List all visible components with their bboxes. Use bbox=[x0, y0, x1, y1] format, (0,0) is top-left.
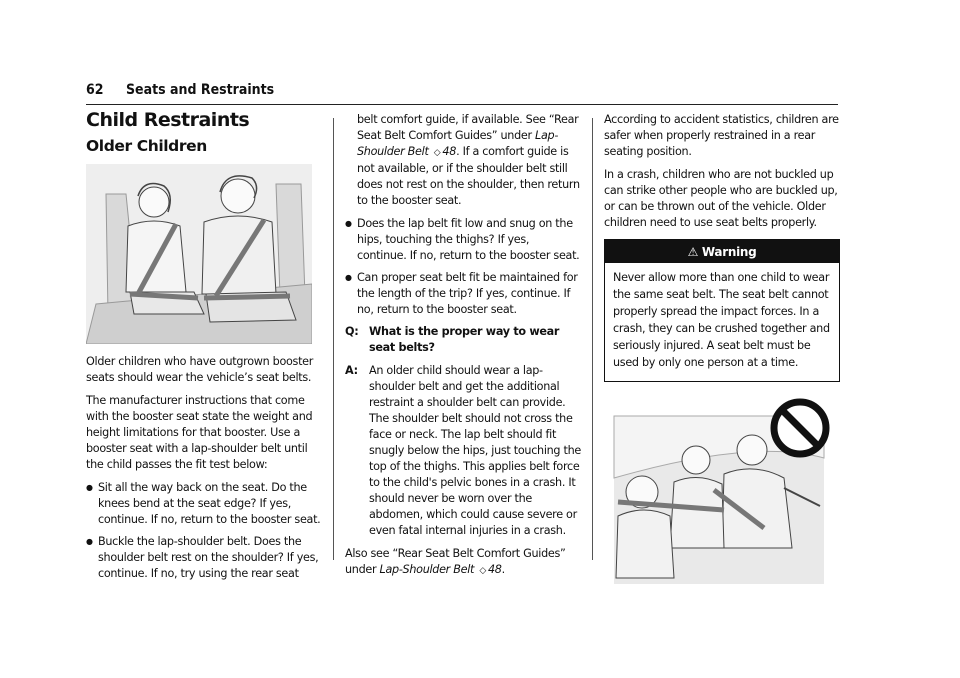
column-middle bbox=[345, 112, 581, 586]
column-left bbox=[86, 109, 322, 588]
page-number: 62 bbox=[86, 82, 104, 98]
page-reference-icon: ◇ bbox=[433, 148, 441, 158]
page-title: Child Restraints bbox=[86, 109, 250, 131]
paragraph: According to accident statistics, children are safer when properly restrained in a rear seating position. bbox=[604, 113, 839, 158]
warning-box bbox=[604, 239, 840, 382]
also-see-paragraph bbox=[345, 546, 581, 579]
paragraph-text: belt comfort guide, if available. See “Rear Seat Belt Comfort Guides” under bbox=[357, 113, 579, 142]
section-title: Seats and Restraints bbox=[125, 82, 275, 98]
warning-header bbox=[605, 240, 839, 263]
answer-label: A: bbox=[345, 364, 358, 377]
children-wearing-seat-belts-illustration bbox=[86, 164, 312, 344]
list-item: ● Can proper seat belt fit be maintained for the length of the trip? If yes, continue. If no, return to the booster seat. bbox=[345, 270, 581, 318]
list-item: ● Sit all the way back on the seat. Do the knees bend at the seat edge? If yes, continue. If no, return to the booster seat. bbox=[86, 480, 322, 528]
paragraph: The manufacturer instructions that come with the booster seat state the weight and height limitations for that booster. Use a booster seat with a lap-shoulder belt until the child passes the fit test below: bbox=[86, 394, 313, 471]
column-divider bbox=[333, 118, 334, 560]
column-divider bbox=[592, 118, 593, 560]
reference-page-number[interactable]: 48 bbox=[487, 563, 502, 576]
question-label: Q: bbox=[345, 325, 359, 338]
paragraph: In a crash, children who are not buckled up can strike other people who are buckled up, or can be thrown out of the vehicle. Older children need to use seat belts properly. bbox=[604, 168, 838, 229]
warning-triangle-icon: ⚠ bbox=[687, 245, 699, 259]
paragraph-text: . bbox=[501, 563, 505, 576]
warning-title: Warning bbox=[701, 245, 757, 259]
paragraph-text: . If a comfort guide is not available, or if the shoulder belt still does not rest on the shoulder, then return to the booster seat. bbox=[357, 145, 580, 207]
paragraph: Older children who have outgrown booster seats should wear the vehicle’s seat belts. bbox=[86, 355, 314, 384]
prohibition-sign-icon bbox=[774, 402, 826, 454]
answer bbox=[345, 363, 581, 539]
list-item: ● Does the lap belt fit low and snug on the hips, touching the thighs? If yes, continue. If no, return to the booster seat. bbox=[345, 216, 581, 264]
reference-page-number[interactable]: 48 bbox=[442, 145, 457, 158]
paragraph-text: Also see “Rear Seat Belt Comfort Guides” under bbox=[345, 547, 566, 576]
column-right bbox=[604, 112, 840, 589]
cross-reference-link[interactable]: Lap-Shoulder Belt bbox=[357, 129, 559, 158]
question bbox=[345, 324, 581, 356]
bullet-continuation bbox=[345, 112, 581, 209]
page-header bbox=[86, 82, 838, 105]
answer-text: An older child should wear a lap-shoulder belt and get the additional restraint a shoulder belt can provide. The shoulder belt should not cross the face or neck. The lap belt should fit snugly below the hips, just touching the top of the thighs. This applies belt force to the child's pelvic bones in a crash. It should never be worn over the abdomen, which could cause severe or even fatal internal injuries in a crash. bbox=[369, 364, 581, 537]
cross-reference-link[interactable]: Lap-Shoulder Belt bbox=[379, 563, 475, 576]
two-children-one-belt-prohibited-illustration bbox=[604, 398, 840, 584]
warning-text: Never allow more than one child to wear the same seat belt. The seat belt cannot properly spread the impact forces. In a crash, they can be crushed together and seriously injured. A seat belt must be used by only one person at a time. bbox=[613, 271, 830, 369]
page-reference-icon: ◇ bbox=[479, 566, 486, 576]
list-item: ● Buckle the lap-shoulder belt. Does the shoulder belt rest on the shoulder? If yes, continue. If no, try using the rear seat bbox=[86, 534, 322, 582]
question-text: What is the proper way to wear seat belts? bbox=[369, 325, 560, 354]
section-heading: Older Children bbox=[86, 137, 207, 155]
